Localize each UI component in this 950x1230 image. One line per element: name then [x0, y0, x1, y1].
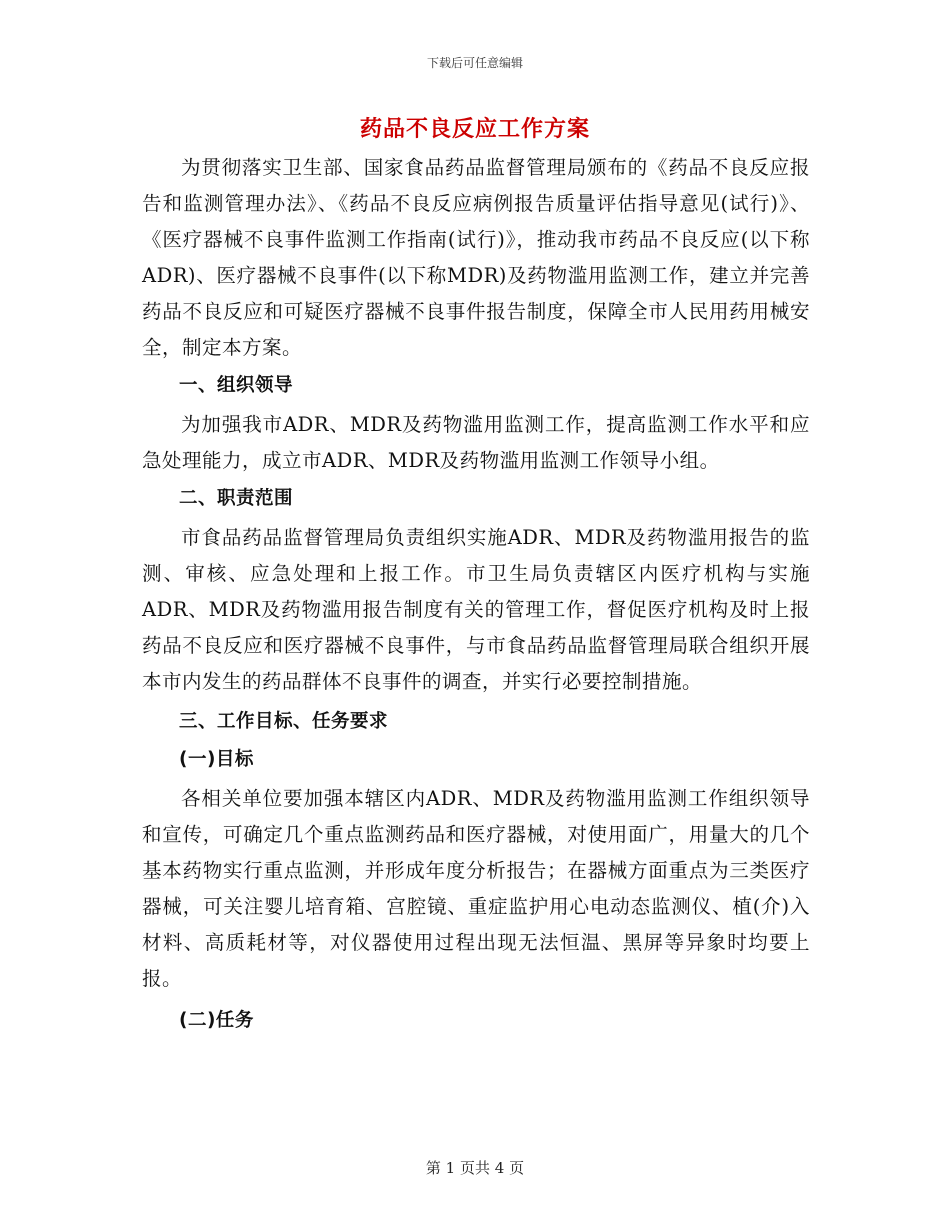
section-heading-goals-tasks: 三、工作目标、任务要求 [179, 711, 389, 732]
section-responsibilities-text: 市食品药品监督管理局负责组织实施ADR、MDR及药物滥用报告的监测、审核、应急处理和上报工作。市卫生局负责辖区内医疗机构与实施ADR、MDR及药物滥用报告制度有关的管理工作，督促医疗机构及时上报药品不良反应和医疗器械不良事件，与市食品药品监督管理局联合组织开展本市内发生的药品群体不良事件的调查，并实行必要控制措施。 [142, 526, 810, 693]
subsection-heading-goals: (一)目标 [179, 749, 254, 770]
page-footer-number: 第 1 页共 4 页 [425, 1159, 525, 1177]
subsection-goals-text: 各相关单位要加强本辖区内ADR、MDR及药物滥用监测工作组织领导和宣传，可确定几个重点监测药品和医疗器械，对使用面广，用量大的几个基本药物实行重点监测，并形成年度分析报告；在器械方面重点为三类医疗器械，可关注婴儿培育箱、宫腔镜、重症监护用心电动态监测仪、植(介)入材料、高质耗材等，对仪器使用过程出现无法恒温、黑屏等异象时均要上报。 [142, 787, 810, 990]
intro-paragraph: 为贯彻落实卫生部、国家食品药品监督管理局颁布的《药品不良反应报告和监测管理办法》、《药品不良反应病例报告质量评估指导意见(试行)》、《医疗器械不良事件监测工作指南(试行)》，推动我市药品不良反应(以下称ADR)、医疗器械不良事件(以下称MDR)及药物滥用监测工作，建立并完善药品不良反应和可疑医疗器械不良事件报告制度，保障全市人民用药用械安全，制定本方案。 [142, 156, 810, 359]
page-header-note: 下载后可任意编辑 [426, 56, 523, 70]
section-heading-organization: 一、组织领导 [179, 375, 294, 396]
section-organization-text: 为加强我市ADR、MDR及药物滥用监测工作，提高监测工作水平和应急处理能力，成立市ADR、MDR及药物滥用监测工作领导小组。 [142, 413, 810, 472]
document-body [142, 150, 810, 1039]
section-heading-responsibilities: 二、职责范围 [179, 488, 294, 509]
document-title: 药品不良反应工作方案 [359, 116, 590, 142]
subsection-heading-tasks: (二)任务 [179, 1010, 254, 1031]
